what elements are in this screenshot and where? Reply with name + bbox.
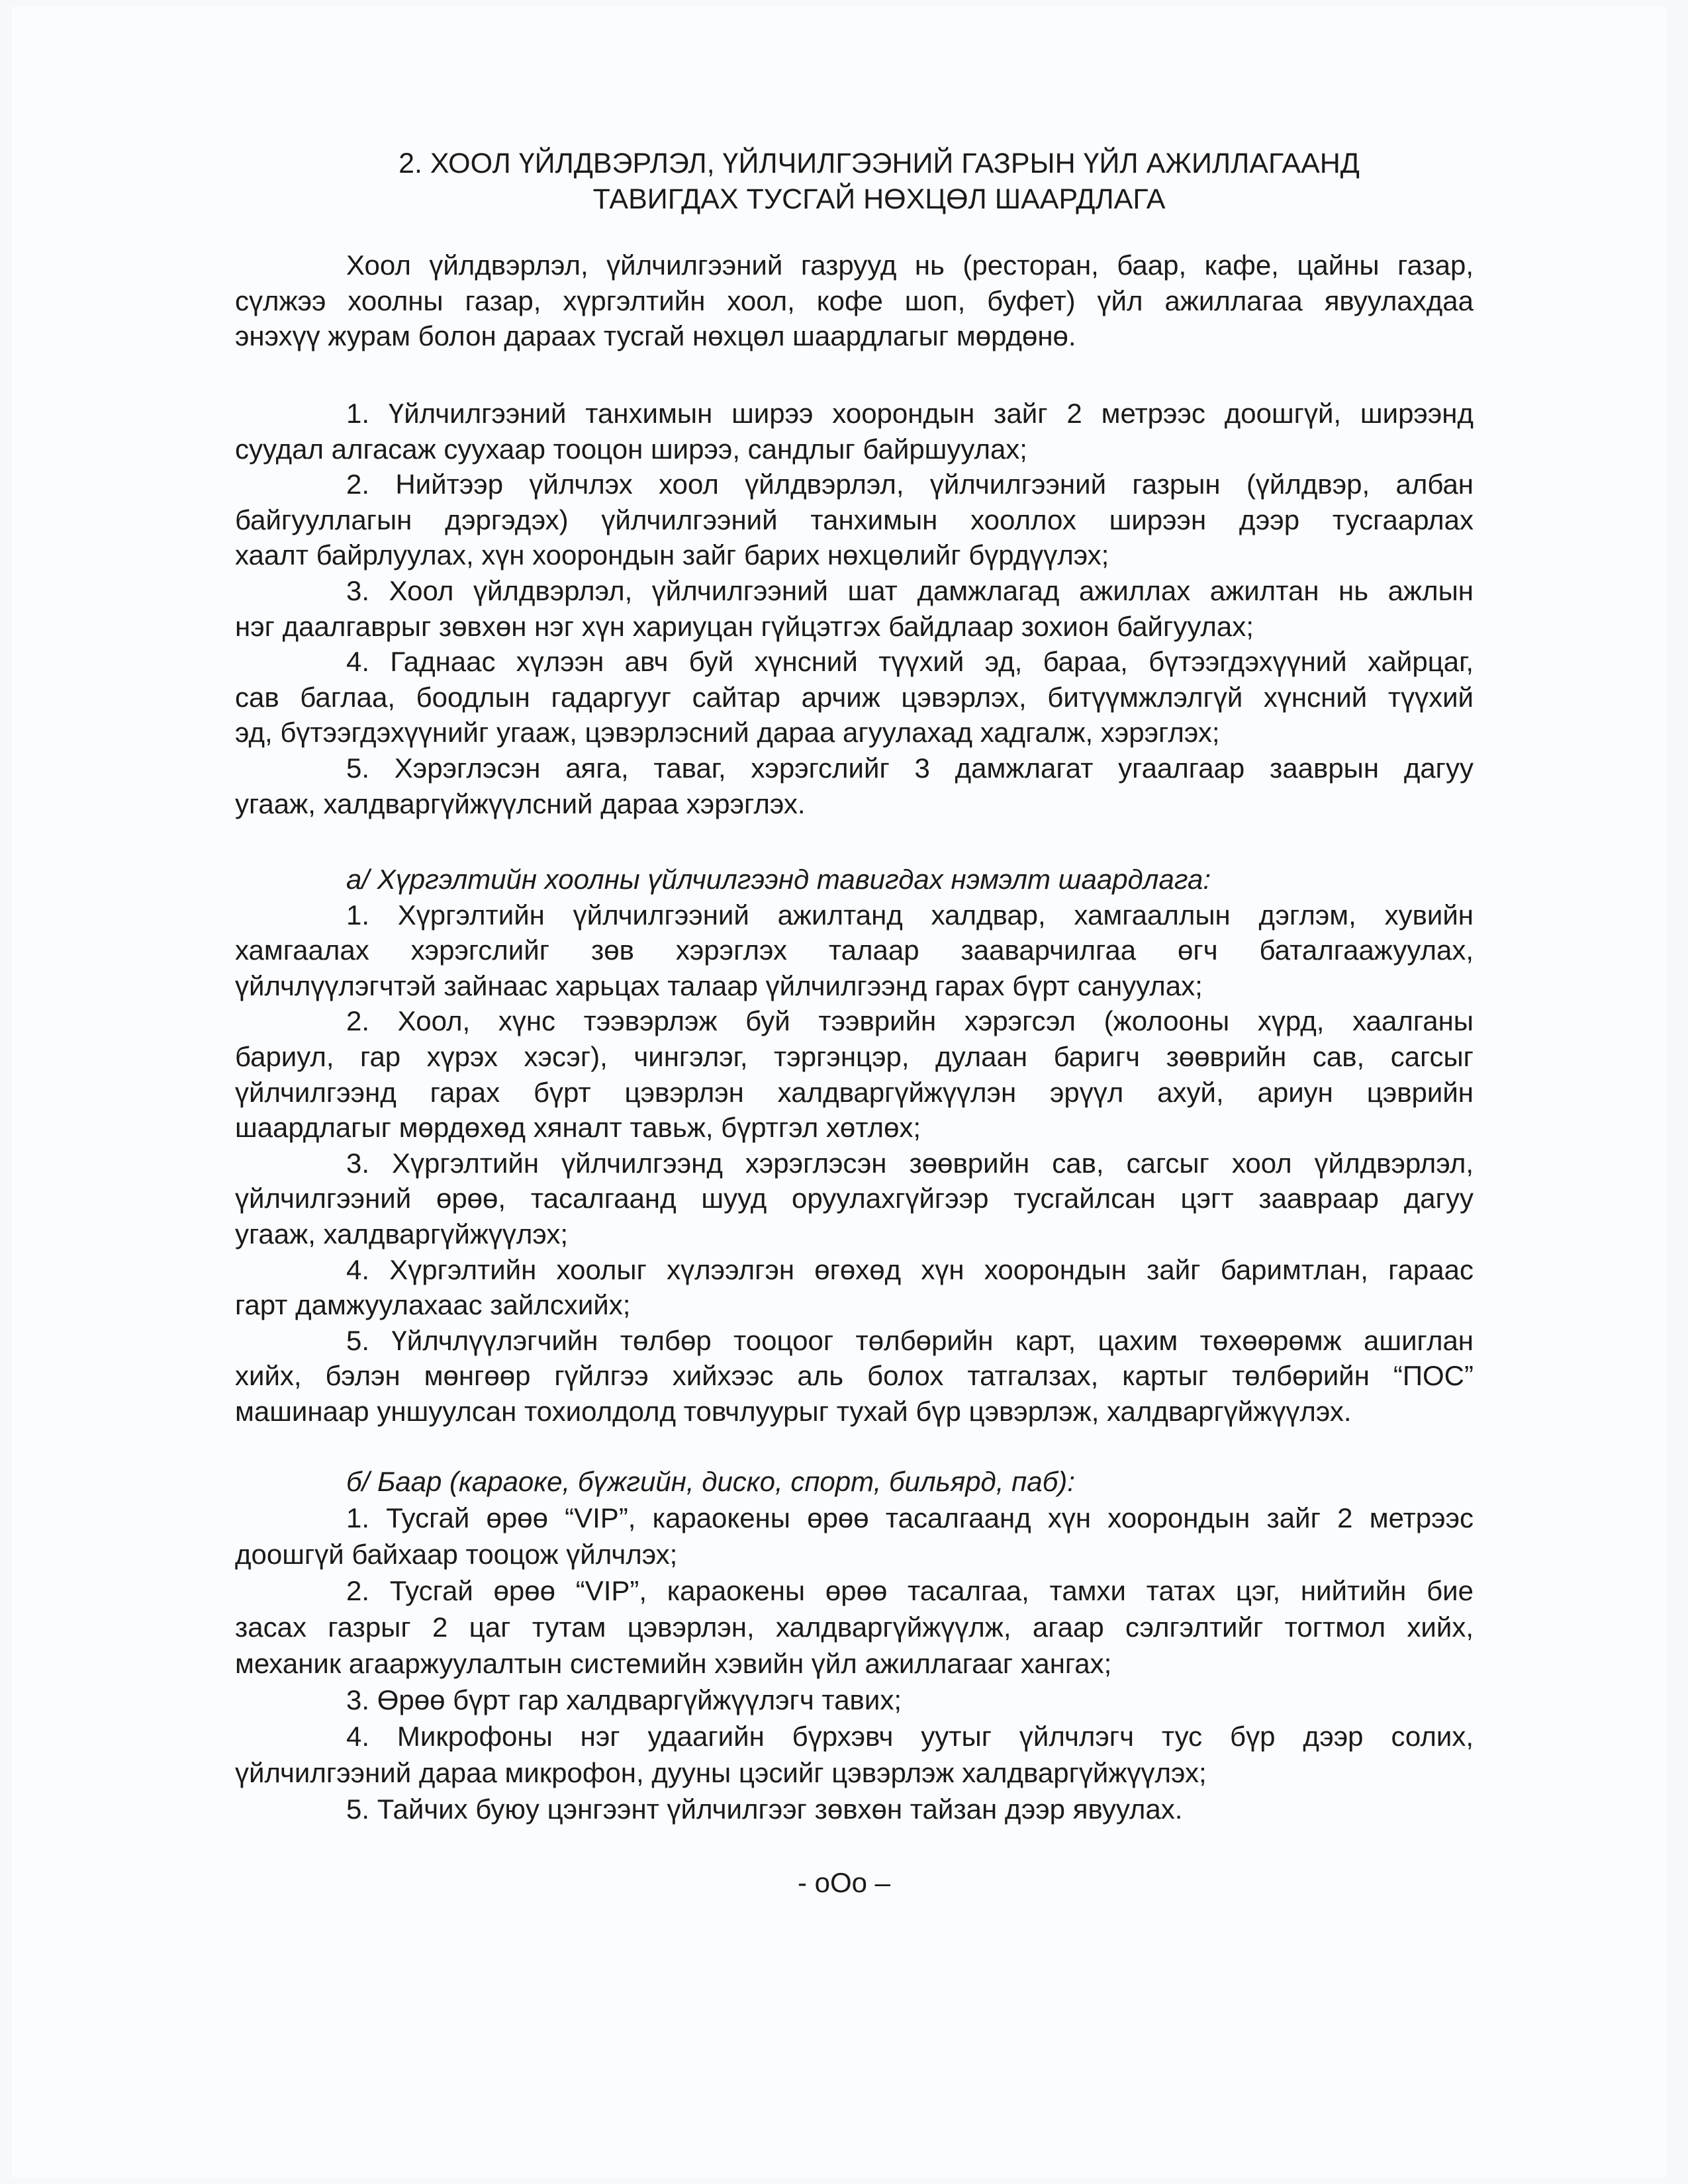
list-item-line: 2. Тусгай өрөө “VIP”, караокены өрөө тасалгаа, тамхи татах цэг, нийтийн бие [346, 1575, 1474, 1606]
end-mark: - oOo – [797, 1867, 891, 1898]
list-item-line: үйлчилгээний дараа микрофон, дууны цэсийг цэвэрлэж халдваргүйжүүлэх; [235, 1757, 1207, 1788]
list-item-line: үйлчилгээний өрөө, тасалгаанд шууд оруулахгүйгээр тусгайлсан цэгт заавраар дагуу [235, 1183, 1474, 1214]
section-title [235, 146, 1523, 217]
list-item-line: үйлчлүүлэгчтэй зайнаас харьцах талаар үйлчилгээнд гарах бүрт сануулах; [235, 970, 1203, 1001]
list-item-line: сав баглаа, боодлын гадаргууг сайтар арчиж цэвэрлэх, битүүмжлэлгүй хүнсний түүхий [235, 681, 1474, 713]
title-line: 2. ХООЛ ҮЙЛДВЭРЛЭЛ, ҮЙЛЧИЛГЭЭНИЙ ГАЗРЫН ҮЙЛ АЖИЛЛАГААНД [399, 148, 1360, 179]
list-item-line: гарт дамжуулахаас зайлсхийх; [235, 1289, 631, 1321]
list-item-line: 4. Гаднаас хүлээн авч буй хүнсний түүхий эд, бараа, бүтээгдэхүүний хайрцаг, [346, 646, 1474, 678]
list-item-line: доошгүй байхаар тооцож үйлчлэх; [235, 1539, 678, 1570]
intro-paragraph [235, 248, 1474, 354]
intro-line: сүлжээ хоолны газар, хүргэлтийн хоол, кофе шоп, буфет) үйл ажиллагаа явуулахдаа [235, 285, 1474, 316]
list-item-line: хаалт байрлуулах, хүн хоорондын зайг барих нөхцөлийг бүрдүүлэх; [235, 539, 1109, 571]
list-item-line: нэг даалгаврыг зөвхөн нэг хүн хариуцан гүйцэтгэх байдлаар зохион байгуулах; [235, 610, 1254, 642]
list-item-line: 3. Хүргэлтийн үйлчилгээнд хэрэглэсэн зөөврийн сав, сагсыг хоол үйлдвэрлэл, [346, 1147, 1474, 1179]
list-item-line: суудал алгасаж суухаар тооцон ширээ, сандлыг байршуулах; [235, 433, 1027, 465]
list-item-line: хамгаалах хэрэгслийг зөв хэрэглэх талаар зааварчилгаа өгч баталгаажуулах, [235, 934, 1474, 966]
list-item-line: 1. Хүргэлтийн үйлчилгээний ажилтанд халдвар, хамгааллын дэглэм, хувийн [346, 899, 1474, 931]
list-item-line: 5. Тайчих буюу цэнгээнт үйлчилгээг зөвхөн тайзан дээр явуулах. [346, 1794, 1183, 1825]
section-a-delivery [235, 862, 1474, 1430]
list-item-line: бариул, гар хүрэх хэсэг), чингэлэг, тэргэнцэр, дулаан баригч зөөврийн сав, сагсыг [235, 1040, 1474, 1072]
general-requirements-list [235, 396, 1474, 821]
intro-line: энэхүү журам болон дараах тусгай нөхцөл шаардлагыг мөрдөнө. [235, 320, 1076, 352]
list-item-line: 4. Хүргэлтийн хоолыг хүлээлгэн өгөхөд хүн хоорондын зайг баримтлан, гараас [346, 1253, 1474, 1285]
list-item-line: 3. Өрөө бүрт гар халдваргүйжүүлэгч тавих; [346, 1684, 902, 1715]
list-item-line: 2. Нийтээр үйлчлэх хоол үйлдвэрлэл, үйлчилгээний газрын (үйлдвэр, албан [346, 469, 1474, 500]
list-item-line: машинаар уншуулсан тохиолдолд товчлуурыг тухай бүр цэвэрлэж, халдваргүйжүүлэх. [235, 1395, 1352, 1427]
intro-line: Хоол үйлдвэрлэл, үйлчилгээний газрууд нь (ресторан, баар, кафе, цайны газар, [346, 250, 1474, 281]
section-b-bar [235, 1463, 1474, 1827]
list-item-line: 5. Хэрэглэсэн аяга, таваг, хэрэгслийг 3 дамжлагат угаалгаар зааврын дагуу [346, 752, 1474, 784]
list-item-line: угааж, халдваргүйжүүлсний дараа хэрэглэх. [235, 788, 806, 819]
list-item-line: эд, бүтээгдэхүүнийг угааж, цэвэрлэсний дараа агуулахад хадгалж, хэрэглэх; [235, 717, 1220, 749]
list-item-line: хийх, бэлэн мөнгөөр гүйлгээ хийхээс аль болох татгалзах, картыг төлбөрийн “ПОС” [235, 1360, 1474, 1392]
list-item-line: механик агааржуулалтын системийн хэвийн үйл ажиллагааг хангах; [235, 1648, 1112, 1679]
list-item-line: 5. Үйлчлүүлэгчийн төлбөр тооцоог төлбөрийн карт, цахим төхөөрөмж ашиглан [346, 1324, 1474, 1356]
title-line: ТАВИГДАХ ТУСГАЙ НӨХЦӨЛ ШААРДЛАГА [592, 183, 1166, 215]
section-heading: б/ Баар (караоке, бүжгийн, диско, спорт, бильярд, паб): [346, 1466, 1075, 1497]
list-item-line: угааж, халдваргүйжүүлэх; [235, 1218, 569, 1250]
list-item-line: засах газрыг 2 цаг тутам цэвэрлэн, халдваргүйжүүлж, агаар сэлгэлтийг тогтмол хийх, [235, 1612, 1474, 1643]
list-item-line: 4. Микрофоны нэг удаагийн бүрхэвч уутыг үйлчлэгч тус бүр дээр солих, [346, 1721, 1474, 1752]
list-item-line: байгууллагын дэргэдэх) үйлчилгээний танхимын хооллох ширээн дээр тусгаарлах [235, 504, 1474, 535]
list-item-line: 1. Үйлчилгээний танхимын ширээ хоорондын зайг 2 метрээс доошгүй, ширээнд [346, 398, 1474, 429]
list-item-line: 1. Тусгай өрөө “VIP”, караокены өрөө тасалгаанд хүн хоорондын зайг 2 метрээс [346, 1502, 1474, 1533]
section-heading: а/ Хүргэлтийн хоолны үйлчилгээнд тавигдах нэмэлт шаардлага: [346, 864, 1211, 895]
list-item-line: үйлчилгээнд гарах бүрт цэвэрлэн халдваргүйжүүлэн эрүүл ахуй, ариун цэврийн [235, 1076, 1474, 1108]
list-item-line: 2. Хоол, хүнс тээвэрлэж буй тээврийн хэрэгсэл (жолооны хүрд, хаалганы [346, 1005, 1474, 1037]
list-item-line: шаардлагыг мөрдөхөд хяналт тавьж, бүртгэл хөтлөх; [235, 1112, 921, 1144]
list-item-line: 3. Хоол үйлдвэрлэл, үйлчилгээний шат дамжлагад ажиллах ажилтан нь ажлын [346, 574, 1474, 606]
